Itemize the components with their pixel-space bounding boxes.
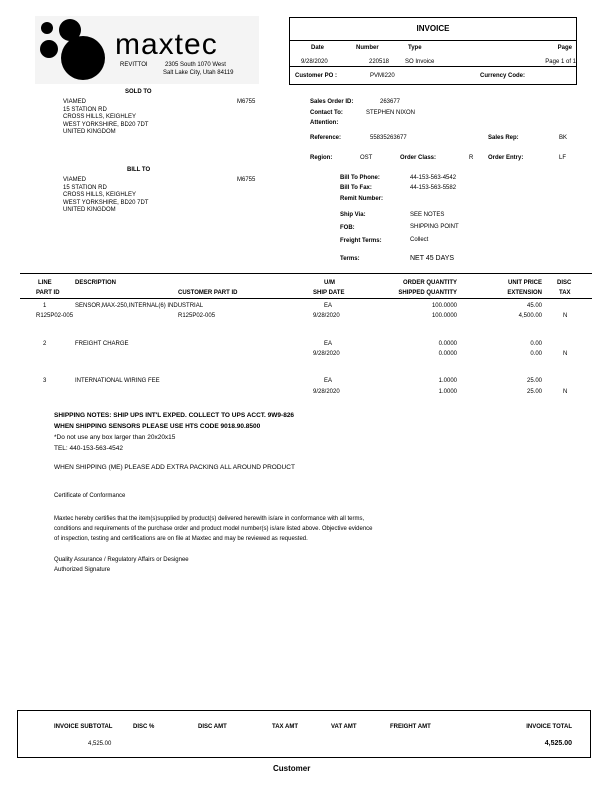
address-line: 15 STATION RD	[63, 106, 107, 113]
item-shipped-qty: 100.0000	[431, 313, 457, 319]
invoice-type: SO Invoice	[405, 59, 435, 65]
col-tax: TAX	[559, 290, 571, 296]
region: OST	[360, 155, 373, 161]
logo-dot-icon	[40, 40, 58, 58]
company-address2: Salt Lake City, Utah 84119	[163, 70, 234, 76]
order-entry-label: Order Entry:	[488, 155, 524, 161]
item-um: EA	[324, 378, 333, 384]
invoice-page: Page 1 of 1	[545, 59, 576, 65]
item-extension: 4,500.00	[518, 313, 542, 319]
qa-line: Quality Assurance / Regulatory Affairs or Designee	[54, 557, 189, 563]
item-description: INTERNATIONAL WIRING FEE	[75, 378, 160, 384]
address-line: UNITED KINGDOM	[63, 129, 116, 136]
item-ship-date: 9/28/2020	[313, 389, 340, 395]
fob: SHIPPING POINT	[410, 224, 459, 230]
cert-line-2: conditions and requirements of the purchase order and product model number(s) is/are listed above. Objective evidence	[54, 526, 373, 532]
item-line: 3	[43, 378, 47, 384]
item-line: 1	[43, 303, 47, 309]
customer-po-label: Customer PO :	[295, 73, 338, 79]
address-line: VIAMED	[63, 177, 87, 183]
col-um: U/M	[324, 280, 335, 286]
item-extension: 25.00	[526, 389, 542, 395]
address-line: 15 STATION RD	[63, 184, 107, 191]
item-tax: N	[563, 351, 568, 357]
shipping-note-5: WHEN SHIPPING (ME) PLEASE ADD EXTRA PACKING ALL AROUND PRODUCT	[54, 464, 295, 471]
col-customer-part: CUSTOMER PART ID	[178, 290, 238, 296]
item-description: SENSOR,MAX-250,INTERNAL(6) INDUSTRIAL	[75, 303, 204, 309]
address-line: CROSS HILLS, KEIGHLEY	[63, 192, 137, 199]
company-sub: REVITTOI	[120, 62, 148, 68]
fob-label: FOB:	[340, 225, 355, 231]
item-description: FREIGHT CHARGE	[75, 341, 129, 347]
item-um: EA	[324, 341, 333, 347]
col-unit-price: UNIT PRICE	[507, 280, 542, 286]
address-line: WEST YORKSHIRE, BD20 7DT	[63, 199, 149, 206]
total-label: INVOICE TOTAL	[526, 724, 572, 730]
page-label: Page	[557, 45, 572, 51]
bill-fax: 44-153-563-5582	[410, 185, 457, 191]
invoice-header-box	[289, 17, 577, 85]
shipping-note-1: SHIPPING NOTES: SHIP UPS INT'L EXPED. COLLECT TO UPS ACCT. 9W9-826	[54, 412, 295, 419]
terms: NET 45 DAYS	[410, 255, 455, 262]
ship-via: SEE NOTES	[410, 212, 445, 218]
attention-label: Attention:	[310, 120, 339, 126]
reference: 55835263677	[370, 135, 407, 141]
sales-order-label: Sales Order ID:	[310, 99, 354, 105]
invoice-date: 9/28/2020	[301, 59, 328, 65]
bill-phone: 44-153-563-4542	[410, 175, 457, 181]
subtotal-value: 4,525.00	[88, 741, 112, 747]
currency-label: Currency Code:	[480, 73, 526, 79]
total-value: 4,525.00	[544, 740, 572, 747]
item-tax: N	[563, 313, 568, 319]
footer-copy-label: Customer	[273, 764, 311, 773]
item-unit-price: 25.00	[526, 378, 542, 384]
tax-amt-label: TAX AMT	[272, 724, 298, 730]
contact: STEPHEN NIXON	[366, 110, 416, 116]
reference-label: Reference:	[310, 135, 342, 141]
disc-amt-label: DISC AMT	[198, 724, 227, 730]
logo-dot-icon	[61, 36, 105, 80]
totals-box	[17, 710, 591, 758]
address-line: CROSS HILLS, KEIGHLEY	[63, 114, 137, 121]
company-logo	[35, 16, 259, 84]
col-part-id: PART ID	[36, 290, 60, 296]
sold-to-address	[63, 99, 148, 137]
order-entry: LF	[559, 155, 567, 161]
sales-order: 263677	[380, 99, 401, 105]
col-shipped-qty: SHIPPED QUANTITY	[398, 290, 457, 296]
cert-line-3: of inspection, testing and certifications are on file at Maxtec and may be reviewed as requested.	[54, 536, 308, 542]
cert-line-1: Maxtec hereby certifies that the item(s)supplied by product(s) delivered herewith is/are in conformance with all terms,	[54, 516, 365, 522]
region-label: Region:	[310, 155, 333, 161]
type-label: Type	[408, 45, 422, 51]
company-address1: 2305 South 1070 West	[165, 62, 226, 68]
item-unit-price: 0.00	[530, 341, 542, 347]
order-class-label: Order Class:	[400, 155, 437, 161]
company-name: maxtec	[115, 28, 218, 61]
freight-amt-label: FREIGHT AMT	[390, 724, 431, 730]
col-extension: EXTENSION	[507, 290, 542, 296]
item-part-id: R125P02-005	[36, 313, 74, 319]
item-line: 2	[43, 341, 47, 347]
sales-rep: BK	[559, 135, 568, 141]
signature-line: Authorized Signature	[54, 567, 111, 573]
address-line: WEST YORKSHIRE, BD20 7DT	[63, 121, 149, 128]
item-shipped-qty: 0.0000	[438, 351, 457, 357]
shipping-note-3: *Do not use any box larger than 20x20x15	[54, 434, 176, 441]
sold-to-code: M6755	[237, 99, 256, 105]
item-shipped-qty: 1.0000	[438, 389, 457, 395]
item-tax: N	[563, 389, 568, 395]
bill-to-label: BILL TO	[127, 167, 151, 173]
shipping-note-4: TEL: 440-153-563-4542	[54, 445, 124, 452]
remit-label: Remit Number:	[340, 196, 384, 202]
subtotal-label: INVOICE SUBTOTAL	[54, 724, 113, 730]
address-line: VIAMED	[63, 99, 87, 105]
item-extension: 0.00	[530, 351, 542, 357]
item-order-qty: 100.0000	[431, 303, 457, 309]
shipping-note-2: WHEN SHIPPING SENSORS PLEASE USE HTS CODE 9018.90.8500	[54, 423, 261, 430]
col-line: LINE	[38, 280, 52, 286]
bill-fax-label: Bill To Fax:	[340, 185, 372, 191]
item-unit-price: 45.00	[526, 303, 542, 309]
col-description: DESCRIPTION	[75, 280, 117, 286]
terms-label: Terms:	[340, 256, 360, 262]
vat-amt-label: VAT AMT	[331, 724, 357, 730]
customer-po: PVMI220	[370, 73, 395, 79]
freight-terms-label: Freight Terms:	[340, 238, 382, 244]
number-label: Number	[356, 45, 379, 51]
item-order-qty: 1.0000	[438, 378, 457, 384]
item-ship-date: 9/28/2020	[313, 351, 340, 357]
col-order-qty: ORDER QUANTITY	[403, 280, 457, 286]
freight-terms: Collect	[410, 237, 429, 243]
order-class: R	[469, 155, 474, 161]
item-um: EA	[324, 303, 333, 309]
invoice-number: 220518	[369, 59, 390, 65]
sales-rep-label: Sales Rep:	[488, 135, 519, 141]
item-ship-date: 9/28/2020	[313, 313, 340, 319]
item-order-qty: 0.0000	[438, 341, 457, 347]
logo-dot-icon	[41, 22, 53, 34]
contact-label: Contact To:	[310, 110, 343, 116]
date-label: Date	[311, 45, 325, 51]
invoice-title: INVOICE	[416, 24, 450, 33]
col-disc: DISC	[557, 280, 572, 286]
sold-to-label: SOLD TO	[125, 89, 152, 95]
col-ship-date: SHIP DATE	[313, 290, 345, 296]
ship-via-label: Ship Via:	[340, 212, 366, 218]
bill-to-code: M6755	[237, 177, 256, 183]
bill-to-address	[63, 177, 148, 215]
disc-pct-label: DISC %	[133, 724, 155, 730]
address-line: UNITED KINGDOM	[63, 207, 116, 214]
bill-phone-label: Bill To Phone:	[340, 175, 380, 181]
cert-title: Certificate of Conformance	[54, 493, 126, 499]
item-customer-part: R125P02-005	[178, 313, 216, 319]
